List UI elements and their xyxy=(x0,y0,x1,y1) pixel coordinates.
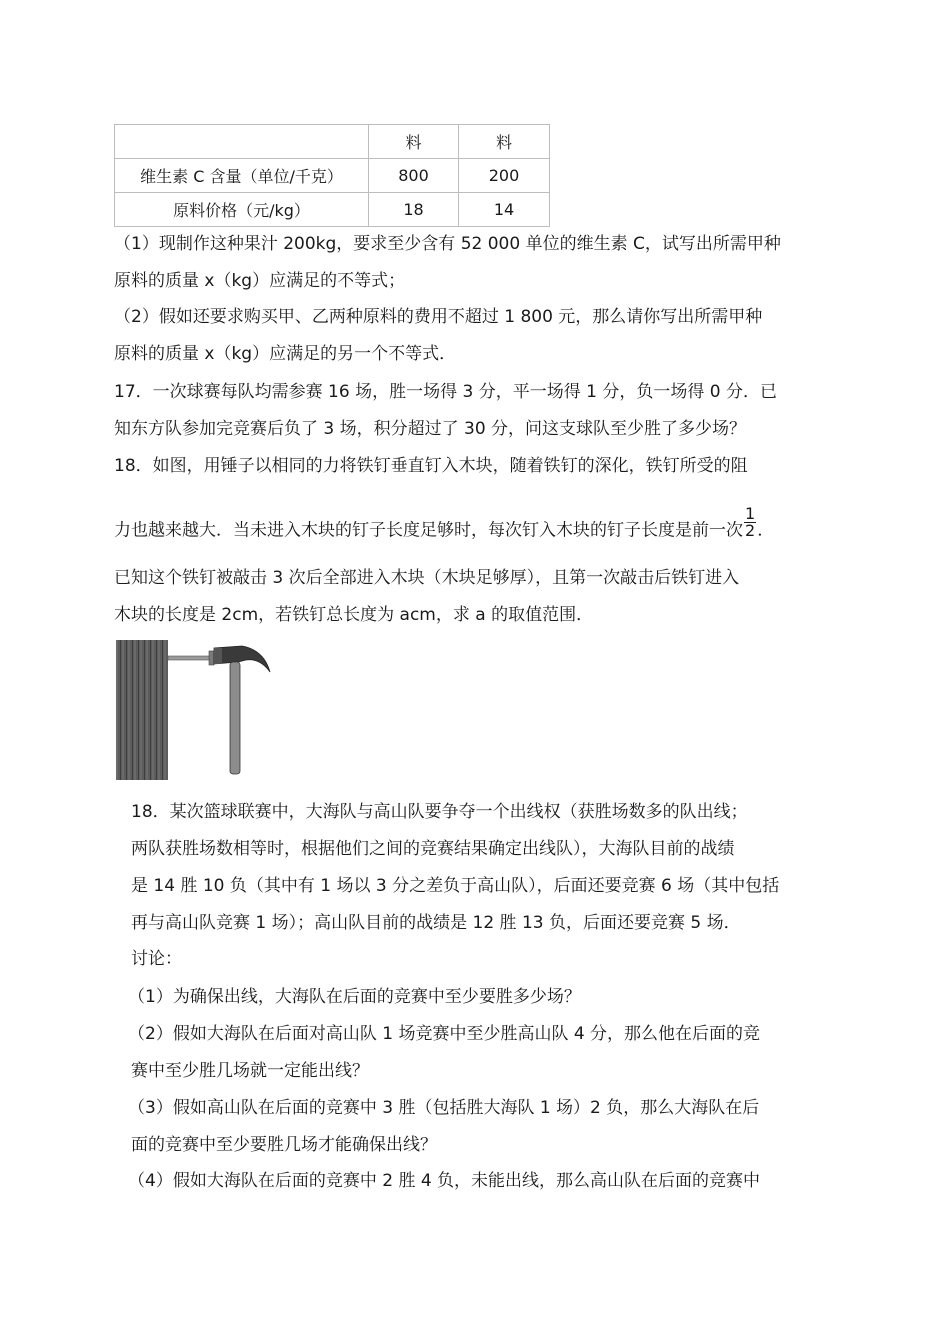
wood-block xyxy=(116,640,168,780)
table-row xyxy=(115,159,550,193)
text-line: 原料的质量 x（kg）应满足的另一个不等式． xyxy=(114,344,457,364)
fraction-denominator: 2 xyxy=(745,521,756,540)
text-line: 已知这个铁钉被敲击 3 次后全部进入木块（木块足够厚），且第一次敲击后铁钉进入 xyxy=(114,568,740,588)
text-line: （2）假如还要求购买甲、乙两种原料的费用不超过 1 800 元，那么请你写出所需甲种 xyxy=(114,307,763,327)
text-line: 知东方队参加完竞赛后负了 3 场，积分超过了 30 分，问这支球队至少胜了多少场？ xyxy=(114,419,747,439)
table-header-cell: 料 xyxy=(369,125,459,159)
hammer-face xyxy=(214,648,222,664)
text-segment: ． xyxy=(757,520,775,541)
text-segment: 力也越来越大．当未进入木块的钉子长度足够时，每次钉入木块的钉子长度是前一次 xyxy=(114,520,743,541)
table-cell: 14 xyxy=(459,193,550,227)
text-line: （2）假如大海队在后面对高山队 1 场竞赛中至少胜高山队 4 分，那么他在后面的竞 xyxy=(128,1024,761,1044)
table-cell: 800 xyxy=(369,159,459,193)
fraction-numerator: 1 xyxy=(745,504,756,523)
text-line: 18．如图，用锤子以相同的力将铁钉垂直钉入木块，随着铁钉的深化，铁钉所受的阻 xyxy=(114,456,748,476)
hammer-nail-illustration xyxy=(114,638,272,782)
table-header-cell: 料 xyxy=(459,125,550,159)
text-line: 是 14 胜 10 负（其中有 1 场以 3 分之差负于高山队），后面还要竞赛 6 场（其中包括 xyxy=(131,876,780,896)
table-cell: 维生素 C 含量（单位/千克） xyxy=(115,159,369,193)
text-line: 18．某次篮球联赛中，大海队与高山队要争夺一个出线权（获胜场数多的队出线； xyxy=(131,802,748,822)
text-line: （1）现制作这种果汁 200kg，要求至少含有 52 000 单位的维生素 C，试写出所需甲种 xyxy=(114,234,781,254)
text-line: （4）假如大海队在后面的竞赛中 2 胜 4 负，未能出线，那么高山队在后面的竞赛中 xyxy=(128,1171,761,1191)
text-line: 再与高山队竞赛 1 场）；高山队目前的战绩是 12 胜 13 负，后面还要竞赛 5 场． xyxy=(131,913,741,933)
hammer-nail-figure xyxy=(114,638,272,782)
text-line: 原料的质量 x（kg）应满足的不等式； xyxy=(114,271,406,291)
text-line: （3）假如高山队在后面的竞赛中 3 胜（包括胜大海队 1 场）2 负，那么大海队在后 xyxy=(128,1098,760,1118)
text-line: 两队获胜场数相等时，根据他们之间的竞赛结果确定出线队），大海队目前的战绩 xyxy=(131,839,735,859)
table-cell: 200 xyxy=(459,159,550,193)
table-row xyxy=(115,193,550,227)
text-line: 赛中至少胜几场就一定能出线？ xyxy=(131,1061,369,1081)
table-header-cell xyxy=(115,125,369,159)
text-line: 17．一次球赛每队均需参赛 16 场，胜一场得 3 分，平一场得 1 分，负一场得 0 分．已 xyxy=(114,382,777,402)
text-line: 讨论： xyxy=(131,949,182,969)
text-line: （1）为确保出线，大海队在后面的竞赛中至少要胜多少场？ xyxy=(128,987,581,1007)
text-line: 面的竞赛中至少要胜几场才能确保出线？ xyxy=(131,1135,437,1155)
hammer-handle xyxy=(230,662,240,774)
table-header-row xyxy=(115,125,550,159)
text-line-with-fraction xyxy=(114,504,775,547)
nail-shank xyxy=(168,656,210,660)
nutrition-table xyxy=(114,124,550,227)
table-cell: 原料价格（元/kg） xyxy=(115,193,369,227)
table-cell: 18 xyxy=(369,193,459,227)
text-line: 木块的长度是 2cm，若铁钉总长度为 acm，求 a 的取值范围． xyxy=(114,605,594,625)
fraction-one-half xyxy=(744,506,756,539)
nail-head xyxy=(209,651,214,665)
